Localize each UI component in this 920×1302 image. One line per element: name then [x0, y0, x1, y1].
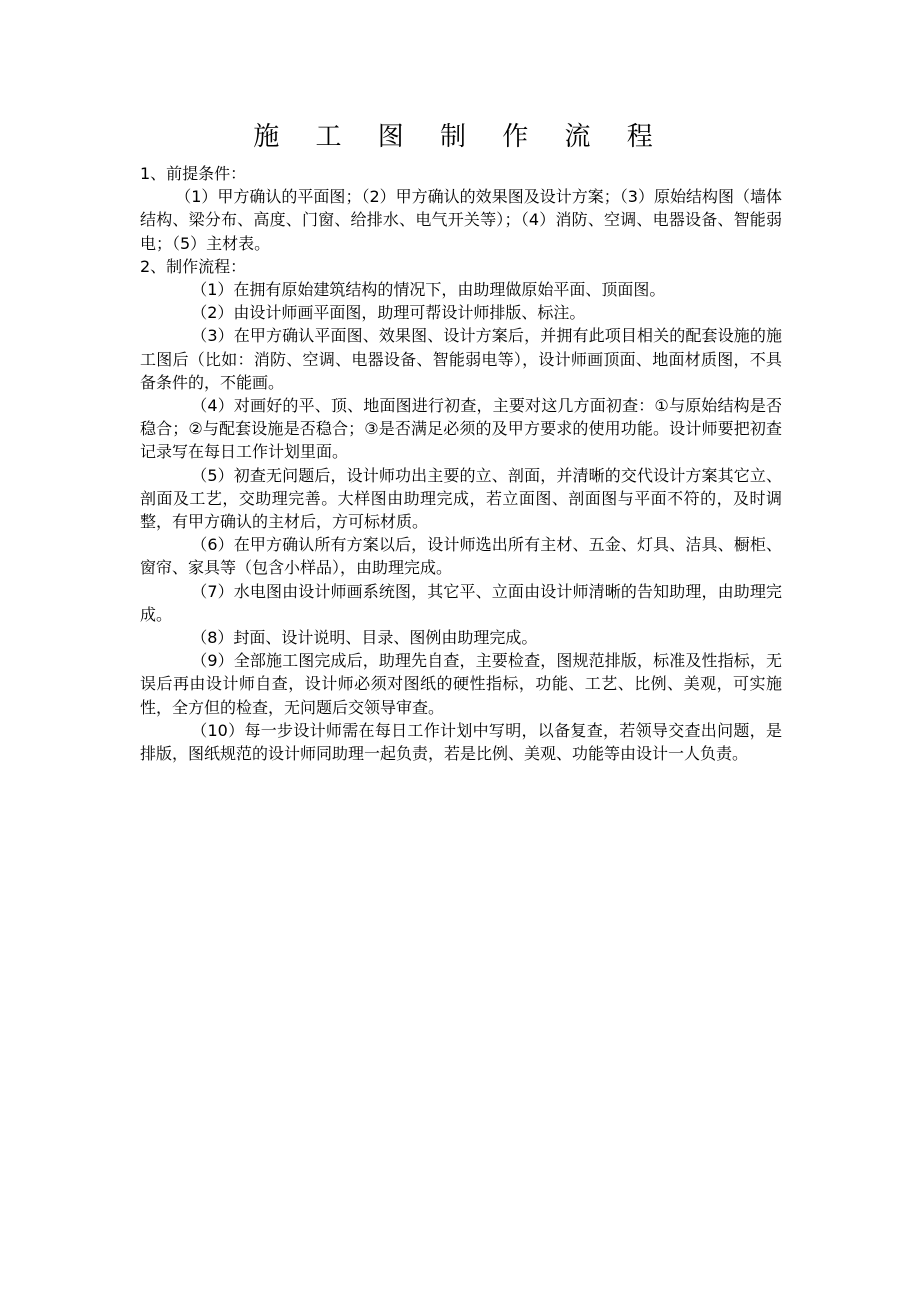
step-paragraph: （5）初查无问题后，设计师功出主要的立、剖面，并清晰的交代设计方案其它立、剖面及工艺，交助理完善。大样图由助理完成，若立面图、剖面图与平面不符的，及时调整，有甲方确认的主材后，方可标材质。: [140, 465, 782, 532]
document-title: 施 工 图 制 作 流 程: [253, 122, 667, 152]
section1-paragraph: （1）甲方确认的平面图；（2）甲方确认的效果图及设计方案；（3）原始结构图（墙体结构、梁分布、高度、门窗、给排水、电气开关等）；（4）消防、空调、电器设备、智能弱电；（5）主材表。: [140, 187, 782, 253]
step-paragraph: （4）对画好的平、顶、地面图进行初查，主要对这几方面初查：①与原始结构是否稳合；②与配套设施是否稳合；③是否满足必须的及甲方要求的使用功能。设计师要把初查记录写在每日工作计划里面。: [140, 396, 782, 462]
step-paragraph: （10）每一步设计师需在每日工作计划中写明，以备复查，若领导交查出问题，是排版，图纸规范的设计师同助理一起负责，若是比例、美观、功能等由设计一人负责。: [140, 720, 782, 764]
section2-heading: 2、制作流程：: [140, 256, 247, 276]
step-paragraph: （2）由设计师画平面图，助理可帮设计师排版、标注。: [191, 303, 586, 323]
section1-heading: 1、前提条件：: [140, 164, 247, 183]
step-paragraph: （6）在甲方确认所有方案以后，设计师选出所有主材、五金、灯具、洁具、橱柜、窗帘、家具等（包含小样品），由助理完成。: [140, 535, 782, 578]
step-paragraph: （8）封面、设计说明、目录、图例由助理完成。: [191, 628, 538, 648]
step-paragraph: （9）全部施工图完成后，助理先自查，主要检查，图规范排版，标准及性指标，无误后再由设计师自查，设计师必须对图纸的硬性指标，功能、工艺、比例、美观，可实施性，全方但的检查，无问题后交领导审查。: [140, 651, 782, 717]
step-paragraph: （7）水电图由设计师画系统图，其它平、立面由设计师清晰的告知助理，由助理完成。: [140, 581, 782, 624]
step-paragraph: （1）在拥有原始建筑结构的情况下，由助理做原始平面、顶面图。: [191, 280, 666, 300]
step-paragraph: （3）在甲方确认平面图、效果图、设计方案后，并拥有此项目相关的配套设施的施工图后（比如：消防、空调、电器设备、智能弱电等），设计师画顶面、地面材质图，不具备条件的，不能画。: [140, 326, 782, 392]
document-body: [140, 162, 782, 765]
